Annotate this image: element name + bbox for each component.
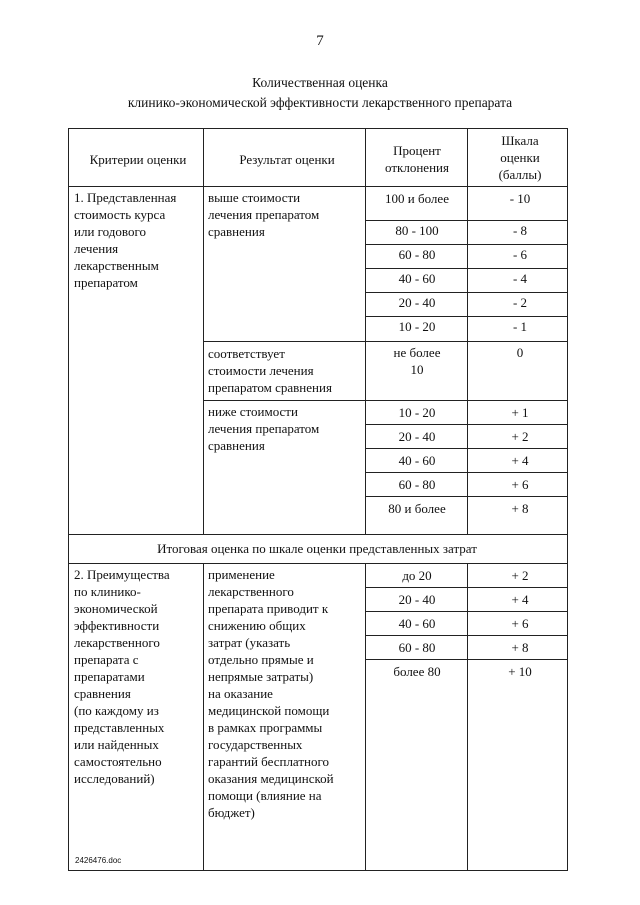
header-percent-line: отклонения — [385, 160, 449, 175]
result-line: соответствует — [208, 346, 285, 361]
result-line: снижению общих — [208, 618, 306, 633]
header-percent-line: Процент — [393, 143, 441, 158]
result-line: на оказание — [208, 686, 273, 701]
criterion-line: 2. Преимущества — [74, 567, 170, 582]
result-line: препаратом сравнения — [208, 380, 332, 395]
result-line: медицинской помощи — [208, 703, 330, 718]
criterion-2 — [74, 566, 202, 787]
percent-cell: 20 - 40 — [398, 429, 436, 444]
table-border — [467, 128, 468, 534]
result-above-cost — [208, 189, 366, 240]
table-border — [203, 400, 568, 401]
criterion-line: препаратом — [74, 275, 138, 290]
table-border — [68, 870, 568, 871]
criterion-line: лекарственным — [74, 258, 159, 273]
table-border — [365, 635, 568, 636]
table-border — [365, 496, 568, 497]
percent-line: не более — [393, 345, 441, 360]
table-border — [68, 128, 568, 129]
result-line: бюджет) — [208, 805, 255, 820]
percent-cell: 80 - 100 — [395, 223, 439, 238]
criterion-line: исследований) — [74, 771, 155, 786]
result-line: выше стоимости — [208, 190, 301, 205]
table-border — [365, 220, 568, 221]
result-line: отдельно прямые и — [208, 652, 314, 667]
criterion-line: эффективности — [74, 618, 160, 633]
result-line: препарата приводит к — [208, 601, 329, 616]
score-cell: + 4 — [511, 453, 529, 468]
table-border — [365, 659, 568, 660]
criterion-line: представленных — [74, 720, 165, 735]
percent-cell: 60 - 80 — [398, 477, 436, 492]
result-equal-cost — [208, 345, 366, 396]
score-cell: + 1 — [511, 405, 529, 420]
result-line: стоимости лечения — [208, 363, 314, 378]
page-number: 7 — [316, 33, 324, 49]
score-cell: 0 — [516, 345, 524, 360]
criterion-line: экономической — [74, 601, 158, 616]
score-cell: + 6 — [511, 477, 529, 492]
percent-line: 10 — [410, 362, 424, 377]
criterion-line: препарата с — [74, 652, 139, 667]
criterion-line: лечения — [74, 241, 119, 256]
result-line: оказания медицинской — [208, 771, 334, 786]
percent-cell: более 80 — [393, 664, 441, 679]
percent-cell: 60 - 80 — [398, 640, 436, 655]
header-percent — [368, 142, 466, 176]
file-name-footer: 2426476.doc — [75, 856, 122, 865]
table-border — [365, 587, 568, 588]
result-line: в рамках программы — [208, 720, 323, 735]
header-scale-line: Шкала — [501, 133, 539, 148]
score-cell: + 8 — [511, 501, 529, 516]
score-cell: - 6 — [512, 247, 528, 262]
table-border — [365, 472, 568, 473]
score-cell: - 2 — [512, 295, 528, 310]
table-border — [567, 128, 568, 870]
table-border — [365, 448, 568, 449]
result-line: государственных — [208, 737, 303, 752]
percent-cell: 40 - 60 — [398, 453, 436, 468]
percent-cell: 60 - 80 — [398, 247, 436, 262]
result-line: затрат (указать — [208, 635, 291, 650]
criterion-line: или найденных — [74, 737, 159, 752]
result-line: помощи (влияние на — [208, 788, 322, 803]
percent-cell: 40 - 60 — [398, 616, 436, 631]
table-border — [365, 268, 568, 269]
title-line-2: клинико-экономической эффективности лекарственного препарата — [127, 95, 513, 110]
header-scale-line: (баллы) — [498, 167, 542, 182]
header-scale-line: оценки — [500, 150, 540, 165]
result-line: непрямые затраты) — [208, 669, 314, 684]
score-cell: - 1 — [512, 319, 528, 334]
summary-row: Итоговая оценка по шкале оценки представленных затрат — [157, 541, 477, 556]
table-border — [68, 186, 568, 187]
result-line: лекарственного — [208, 584, 294, 599]
criterion-line: или годового — [74, 224, 146, 239]
criterion-line: 1. Представленная — [74, 190, 177, 205]
score-cell: + 4 — [511, 592, 529, 607]
result-cost-reduction — [208, 566, 366, 821]
score-cell: + 2 — [511, 568, 529, 583]
result-line: гарантий бесплатного — [208, 754, 330, 769]
percent-cell — [368, 344, 466, 378]
percent-cell: до 20 — [402, 568, 432, 583]
score-cell: + 2 — [511, 429, 529, 444]
table-border — [68, 563, 568, 564]
score-cell: - 4 — [512, 271, 528, 286]
result-line: лечения препаратом — [208, 207, 320, 222]
table-border — [68, 534, 568, 535]
table-border — [365, 611, 568, 612]
result-line: лечения препаратом — [208, 421, 320, 436]
percent-cell: 20 - 40 — [398, 295, 436, 310]
criterion-line: сравнения — [74, 686, 131, 701]
result-line: сравнения — [208, 438, 265, 453]
score-cell: - 8 — [512, 223, 528, 238]
score-cell: + 10 — [508, 664, 532, 679]
result-below-cost — [208, 403, 366, 454]
criterion-line: по клинико- — [74, 584, 141, 599]
table-border — [203, 563, 204, 870]
percent-cell: 10 - 20 — [398, 319, 436, 334]
criterion-line: препаратами — [74, 669, 145, 684]
title-line-1: Количественная оценка — [252, 75, 388, 90]
table-border — [365, 424, 568, 425]
table-border — [68, 128, 69, 870]
result-line: сравнения — [208, 224, 265, 239]
percent-cell: 20 - 40 — [398, 592, 436, 607]
criterion-line: лекарственного — [74, 635, 160, 650]
percent-cell: 40 - 60 — [398, 271, 436, 286]
table-border — [365, 292, 568, 293]
percent-cell: 100 и более — [385, 191, 449, 206]
table-border — [467, 563, 468, 870]
header-scale — [471, 132, 569, 183]
criterion-line: стоимость курса — [74, 207, 166, 222]
table-border — [365, 244, 568, 245]
result-line: ниже стоимости — [208, 404, 298, 419]
table-border — [203, 128, 204, 534]
criterion-1 — [74, 189, 202, 291]
score-cell: + 8 — [511, 640, 529, 655]
percent-cell: 80 и более — [388, 501, 446, 516]
criterion-line: (по каждому из — [74, 703, 159, 718]
table-border — [203, 341, 568, 342]
score-cell: - 10 — [509, 191, 531, 206]
table-border — [365, 316, 568, 317]
header-criteria: Критерии оценки — [89, 152, 187, 167]
result-line: применение — [208, 567, 275, 582]
header-result: Результат оценки — [239, 152, 335, 167]
percent-cell: 10 - 20 — [398, 405, 436, 420]
criterion-line: самостоятельно — [74, 754, 162, 769]
score-cell: + 6 — [511, 616, 529, 631]
